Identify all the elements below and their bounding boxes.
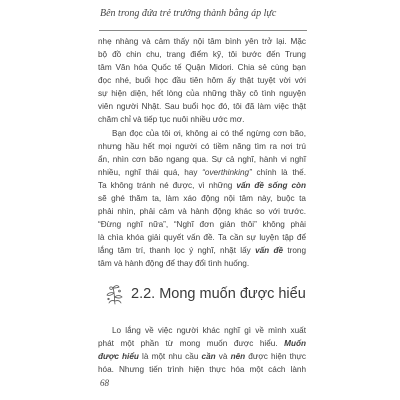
text-line: nhưng hầu hết mọi người có tiềm năng tìm ra nơi trú bbox=[98, 142, 306, 151]
text-run: phát một phần từ mong muốn được hiểu. bbox=[98, 339, 285, 348]
text-line bbox=[98, 350, 306, 363]
text-run: Ta không tránh né được, vì những bbox=[98, 181, 237, 190]
paragraph-1 bbox=[98, 35, 306, 126]
text-line bbox=[98, 166, 306, 179]
running-header: Bên trong đứa trẻ trưởng thành bằng áp lực bbox=[100, 8, 277, 19]
emphasis-term: nên bbox=[230, 352, 246, 361]
italic-term: “overthinking” bbox=[202, 168, 252, 177]
emphasis-term: được hiểu bbox=[98, 352, 139, 361]
text-run: lắng tâm trí, thanh lọc ý nghĩ, nhặt lấy bbox=[98, 246, 256, 255]
text-run: được hiện thực bbox=[245, 352, 306, 361]
text-line: tâm và hành động để thay đổi tình huống. bbox=[98, 259, 250, 268]
header-rule bbox=[99, 30, 307, 31]
text-line: “Đừng nghĩ nữa”, “Nghĩ đơn giản thôi” không phải bbox=[98, 220, 306, 229]
text-line: đọc nhé, buổi học đầu tiên hôm ấy thật tuyệt vời với bbox=[98, 76, 306, 85]
emphasis-term: vấn đề bbox=[255, 246, 284, 255]
text-line: hóa. Nhưng tiến trình hiện thực hóa một cách lành bbox=[98, 365, 306, 374]
text-line: Lo lắng về việc người khác nghĩ gì về mình xuất bbox=[112, 326, 306, 335]
text-line: ẩn, nhìn cơn bão ngang qua. Sự cả nghĩ, hành vi nghĩ bbox=[98, 155, 306, 164]
text-line: sự hiện diện, hết lòng của những thầy cô tình nguyện bbox=[98, 89, 306, 98]
text-line: là chìa khóa giải quyết vấn đề. Ta cần sự luyện tập để bbox=[98, 233, 306, 242]
page-number: 68 bbox=[100, 378, 109, 388]
text-run: chính là thế. bbox=[251, 168, 306, 177]
emphasis-term: vấn đề sống còn bbox=[236, 181, 307, 190]
text-line: nhẹ nhàng và cảm thấy nội tâm bình yên trở lại. Mặc bbox=[98, 37, 306, 46]
text-run: trong bbox=[283, 246, 306, 255]
text-line bbox=[98, 244, 306, 257]
text-line bbox=[98, 179, 306, 192]
text-line: tâm Văn hóa Quốc tế Quận Midori. Chia sẻ cùng bạn bbox=[98, 63, 306, 72]
text-line: phải nhìn, phải cảm và hành động khác so với trước. bbox=[98, 207, 306, 216]
text-run: nhiều, nghĩ thái quá, hay bbox=[98, 168, 203, 177]
text-line: bộ đồ chin chu, trang điểm kỹ, tôi bước đến Trung bbox=[98, 50, 306, 59]
paragraph-2 bbox=[98, 127, 306, 270]
text-line bbox=[98, 337, 306, 350]
text-line: Bạn đọc của tôi ơi, không ai có thể ngừng cơn bão, bbox=[112, 129, 306, 138]
section-heading bbox=[103, 282, 313, 306]
emphasis-term: cần bbox=[201, 352, 216, 361]
text-line: viên người Nhật. Sau buổi học đó, tôi đã làm việc thật bbox=[98, 102, 306, 111]
text-run: là một nhu cầu bbox=[138, 352, 202, 361]
text-line: chăm chỉ và tiếp tục nuôi nhiều ước mơ. bbox=[98, 115, 245, 124]
emphasis-term: Muốn bbox=[284, 339, 306, 348]
text-run: và bbox=[215, 352, 231, 361]
floral-flourish-icon bbox=[103, 282, 127, 306]
text-line: sẽ ghé thăm ta, làm xáo động nội tâm này, buộc ta bbox=[98, 194, 306, 203]
section-title: 2.2. Mong muốn được hiểu bbox=[131, 286, 306, 302]
paragraph-3 bbox=[98, 324, 306, 376]
